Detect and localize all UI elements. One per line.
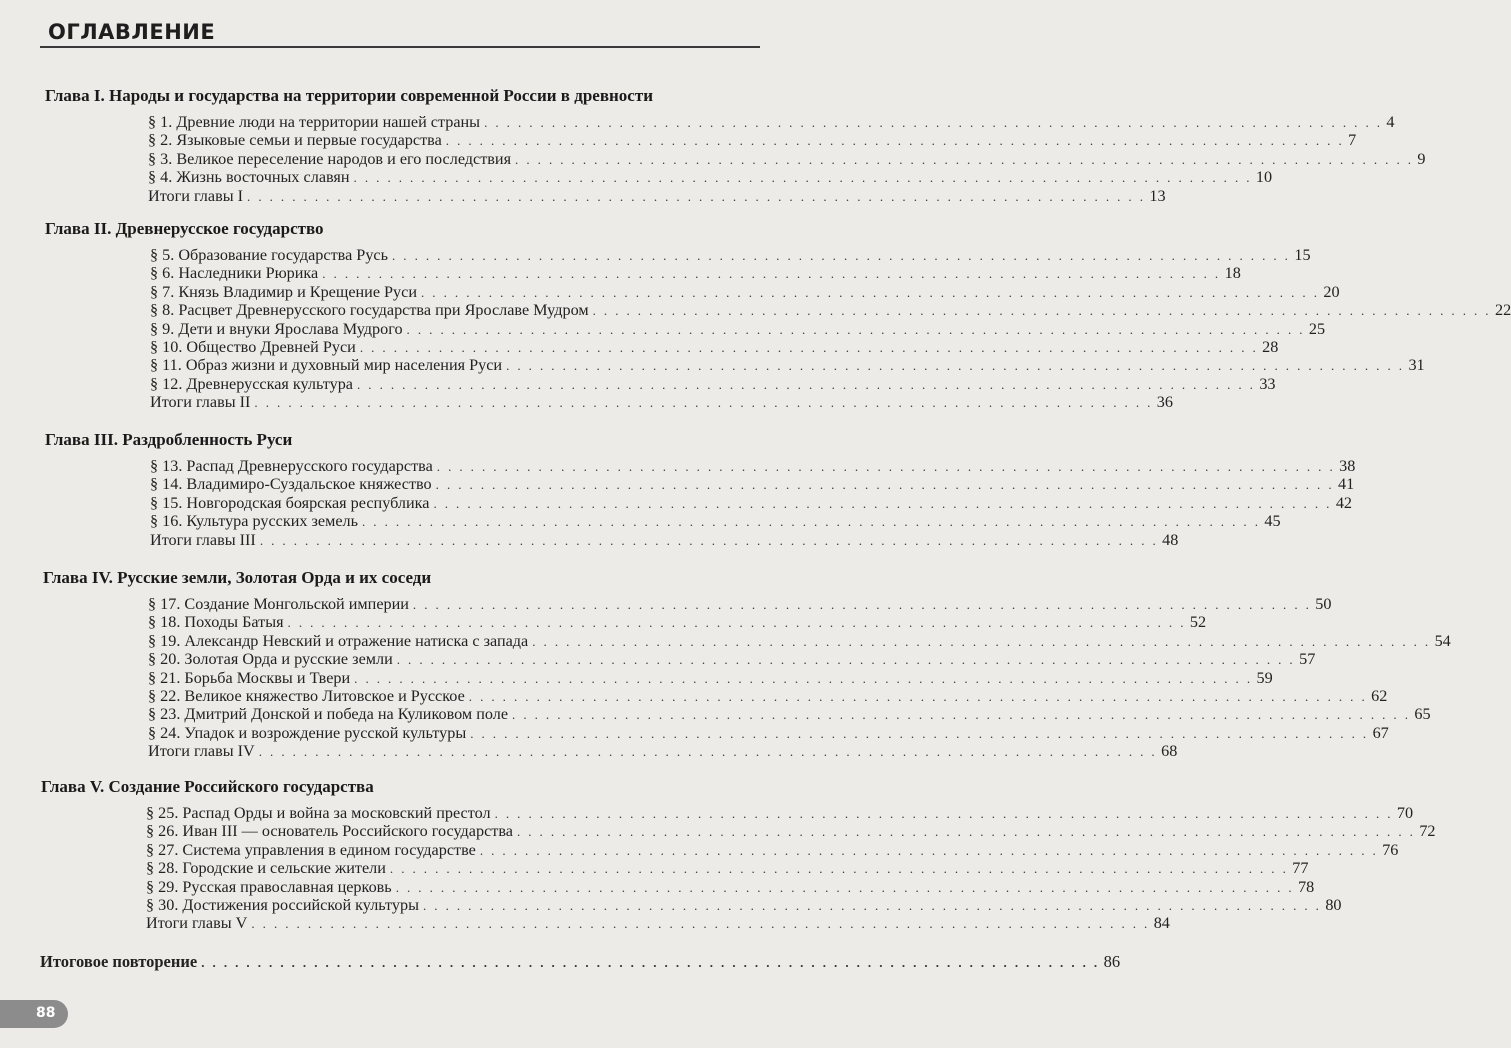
toc-entry	[148, 705, 1431, 724]
entry-page: 59	[1256, 668, 1273, 687]
chapter-title: Глава I. Народы и государства на территории современной России в древности	[45, 86, 653, 105]
dot-leader: . . . . . . . . . . . . . . . . . . . . . . . . . . . . . . . . . . . . . . . . . . . . . . . . . . . . . . . . . . . . . . . . . . . . . . . . . . . . . . . .	[422, 897, 1322, 913]
toc-entry	[150, 493, 1352, 512]
entry-page: 13	[1149, 186, 1166, 205]
entry-page: 31	[1408, 356, 1425, 375]
toc-entry	[150, 356, 1425, 375]
entry-page: 67	[1372, 723, 1389, 742]
toc-entry	[150, 374, 1276, 393]
dot-leader: . . . . . . . . . . . . . . . . . . . . . . . . . . . . . . . . . . . . . . . . . . . . . . . . . . . . . . . . . . . . . . . . . . . . . . . . . . . . . . . .	[353, 170, 1252, 186]
dot-leader: . . . . . . . . . . . . . . . . . . . . . . . . . . . . . . . . . . . . . . . . . . . . . . . . . . . . . . . . . . . . . . . . . . . . . . . . . . . . . . . .	[479, 842, 1379, 858]
page-title: ОГЛАВЛЕНИЕ	[48, 20, 216, 44]
toc-entry	[150, 512, 1281, 531]
entry-page: 10	[1255, 168, 1273, 187]
toc-entry	[150, 475, 1355, 494]
dot-leader: . . . . . . . . . . . . . . . . . . . . . . . . . . . . . . . . . . . . . . . . . . . . . . . . . . . . . . . . . . . . . . . . . . . . . . . . . . . . . . . .	[445, 133, 1345, 149]
entry-label: § 22. Великое княжество Литовское и Русское	[148, 686, 465, 705]
entry-page: 54	[1434, 631, 1451, 650]
dot-leader: . . . . . . . . . . . . . . . . . . . . . . . . . . . . . . . . . . . . . . . . . . . . . . . . . . . . . . . . . . . . . . . . . . . . . . . . . . . . . . . .	[259, 532, 1159, 548]
entry-label: § 27. Система управления в едином государстве	[146, 840, 476, 859]
chapter-entries	[150, 457, 1356, 549]
dot-leader: . . . . . . . . . . . . . . . . . . . . . . . . . . . . . . . . . . . . . . . . . . . . . . . . . . . . . . . . . . . . . . . . . . . . . . . . . . . . . . . .	[515, 151, 1414, 167]
dot-leader: . . . . . . . . . . . . . . . . . . . . . . . . . . . . . . . . . . . . . . . . . . . . . . . . . . . . . . . . . . . . . . . . . . . . . . . . . . . . . . . .	[396, 652, 1296, 668]
final-review-entry	[40, 952, 1121, 972]
entry-page: 15	[1294, 246, 1311, 264]
dot-leader: . . . . . . . . . . . . . . . . . . . . . . . . . . . . . . . . . . . . . . . . . . . . . . . . . . . . . . . . . . . . . . . . . . . . . . . . . . . . . . . .	[201, 955, 1100, 970]
dot-leader: . . . . . . . . . . . . . . . . . . . . . . . . . . . . . . . . . . . . . . . . . . . . . . . . . . . . . . . . . . . . . . . . . . . . . . . . . . . . . . . .	[468, 688, 1368, 704]
dot-leader: . . . . . . . . . . . . . . . . . . . . . . . . . . . . . . . . . . . . . . . . . . . . . . . . . . . . . . . . . . . . . . . . . . . . . . . . . . . . . . . .	[470, 725, 1369, 741]
dot-leader: . . . . . . . . . . . . . . . . . . . . . . . . . . . . . . . . . . . . . . . . . . . . . . . . . . . . . . . . . . . . . . . . . . . . . . . . . . . . . . . .	[354, 670, 1253, 686]
entry-label: § 20. Золотая Орда и русские земли	[148, 650, 393, 669]
dot-leader: . . . . . . . . . . . . . . . . . . . . . . . . . . . . . . . . . . . . . . . . . . . . . . . . . . . . . . . . . . . . . . . . . . . . . . . . . . . . . . . .	[506, 358, 1405, 374]
entry-page: 9	[1417, 149, 1426, 168]
entry-page: 28	[1262, 337, 1279, 356]
dot-leader: . . . . . . . . . . . . . . . . . . . . . . . . . . . . . . . . . . . . . . . . . . . . . . . . . . . . . . . . . . . . . . . . . . . . . . . . . . . . . . . .	[356, 376, 1256, 392]
dot-leader: . . . . . . . . . . . . . . . . . . . . . . . . . . . . . . . . . . . . . . . . . . . . . . . . . . . . . . . . . . . . . . . . . . . . . . . . . . . . . . . .	[433, 495, 1332, 511]
dot-leader: . . . . . . . . . . . . . . . . . . . . . . . . . . . . . . . . . . . . . . . . . . . . . . . . . . . . . . . . . . . . . . . . . . . . . . . . . . . . . . . .	[516, 824, 1416, 840]
chapter-entries	[146, 804, 1436, 933]
entry-page: 33	[1259, 374, 1276, 393]
toc-entry	[150, 319, 1326, 338]
entry-label: § 21. Борьба Москвы и Твери	[148, 668, 351, 687]
toc-entry	[150, 264, 1241, 283]
entry-page: 78	[1298, 877, 1315, 896]
toc-entry	[150, 393, 1173, 412]
toc-entry	[146, 804, 1414, 822]
dot-leader: . . . . . . . . . . . . . . . . . . . . . . . . . . . . . . . . . . . . . . . . . . . . . . . . . . . . . . . . . . . . . . . . . . . . . . . . . . . . . . . .	[258, 744, 1158, 760]
toc-entry	[148, 149, 1426, 168]
entry-label: § 23. Дмитрий Донской и победа на Куликовом поле	[148, 705, 509, 724]
toc-entry	[150, 530, 1179, 549]
entry-page: 18	[1224, 264, 1241, 283]
toc-entry	[150, 282, 1340, 301]
entry-label: § 3. Великое переселение народов и его последствия	[148, 149, 512, 168]
entry-label: § 14. Владимиро-Суздальское княжество	[150, 475, 432, 494]
entry-label: § 2. Языковые семьи и первые государства	[148, 131, 442, 150]
entry-page: 77	[1292, 859, 1309, 878]
dot-leader: . . . . . . . . . . . . . . . . . . . . . . . . . . . . . . . . . . . . . . . . . . . . . . . . . . . . . . . . . . . . . . . . . . . . . . . . . . . . . . . .	[436, 459, 1336, 474]
chapter-title: Глава III. Раздробленность Руси	[45, 430, 293, 449]
entry-label: Итоги главы III	[150, 530, 256, 549]
entry-page: 50	[1315, 595, 1332, 613]
toc-entry	[148, 186, 1166, 205]
entry-page: 42	[1335, 493, 1352, 512]
toc-entry	[148, 168, 1273, 187]
toc-entry	[148, 613, 1207, 632]
toc-entry	[148, 631, 1451, 650]
toc-entry	[148, 113, 1395, 131]
entry-page: 45	[1264, 512, 1281, 531]
entry-page: 7	[1348, 131, 1357, 150]
toc-entry	[150, 301, 1511, 320]
toc-entry	[150, 246, 1311, 264]
chapter-title: Глава II. Древнерусское государство	[45, 219, 324, 238]
chapter-entries	[148, 595, 1451, 761]
toc-entry	[150, 337, 1279, 356]
entry-label: § 12. Древнерусская культура	[150, 374, 353, 393]
entry-label: § 26. Иван III — основатель Российского государства	[146, 822, 513, 841]
chapter-title: Глава V. Создание Российского государства	[41, 777, 374, 796]
entry-label: Итоги главы II	[150, 393, 251, 412]
toc-entry	[146, 877, 1315, 896]
dot-leader: . . . . . . . . . . . . . . . . . . . . . . . . . . . . . . . . . . . . . . . . . . . . . . . . . . . . . . . . . . . . . . . . . . . . . . . . . . . . . . . .	[251, 916, 1150, 932]
toc-entry	[148, 131, 1357, 150]
dot-leader: . . . . . . . . . . . . . . . . . . . . . . . . . . . . . . . . . . . . . . . . . . . . . . . . . . . . . . . . . . . . . . . . . . . . . . . . . . . . . . . .	[406, 321, 1305, 337]
toc-entry	[148, 650, 1316, 669]
toc-entry	[146, 895, 1342, 914]
entry-label: § 30. Достижения российской культуры	[146, 895, 419, 914]
entry-page: 80	[1325, 895, 1342, 914]
dot-leader: . . . . . . . . . . . . . . . . . . . . . . . . . . . . . . . . . . . . . . . . . . . . . . . . . . . . . . . . . . . . . . . . . . . . . . . . . . . . . . . .	[359, 339, 1259, 355]
entry-label: § 15. Новгородская боярская республика	[150, 493, 430, 512]
entry-page: 36	[1156, 393, 1173, 412]
page-number-badge	[0, 1000, 68, 1028]
entry-page: 68	[1161, 742, 1178, 761]
entry-page: 52	[1189, 613, 1207, 632]
entry-page: 25	[1308, 319, 1326, 338]
entry-label: § 9. Дети и внуки Ярослава Мудрого	[150, 319, 403, 338]
entry-label: Итоги главы I	[148, 186, 244, 205]
entry-label: Итоги главы V	[146, 914, 248, 933]
entry-label: § 6. Наследники Рюрика	[150, 264, 319, 283]
dot-leader: . . . . . . . . . . . . . . . . . . . . . . . . . . . . . . . . . . . . . . . . . . . . . . . . . . . . . . . . . . . . . . . . . . . . . . . . . . . . . . . .	[512, 707, 1411, 723]
dot-leader: . . . . . . . . . . . . . . . . . . . . . . . . . . . . . . . . . . . . . . . . . . . . . . . . . . . . . . . . . . . . . . . . . . . . . . . . . . . . . . . .	[254, 395, 1153, 411]
toc-entry	[146, 859, 1309, 878]
page-number: 88	[36, 1005, 56, 1021]
entry-label: § 16. Культура русских земель	[150, 512, 358, 531]
entry-page: 84	[1153, 914, 1170, 933]
entry-page: 62	[1371, 686, 1388, 705]
dot-leader: . . . . . . . . . . . . . . . . . . . . . . . . . . . . . . . . . . . . . . . . . . . . . . . . . . . . . . . . . . . . . . . . . . . . . . . . . . . . . . . .	[435, 477, 1335, 493]
chapter-title: Глава IV. Русские земли, Золотая Орда и их соседи	[43, 568, 432, 587]
dot-leader: . . . . . . . . . . . . . . . . . . . . . . . . . . . . . . . . . . . . . . . . . . . . . . . . . . . . . . . . . . . . . . . . . . . . . . . . . . . . . . . .	[532, 633, 1431, 649]
entry-label: § 1. Древние люди на территории нашей страны	[148, 113, 481, 131]
dot-leader: . . . . . . . . . . . . . . . . . . . . . . . . . . . . . . . . . . . . . . . . . . . . . . . . . . . . . . . . . . . . . . . . . . . . . . . . . . . . . . . .	[322, 266, 1221, 282]
entry-label: § 11. Образ жизни и духовный мир населения Руси	[150, 356, 503, 375]
toc-entry	[40, 952, 1121, 972]
dot-leader: . . . . . . . . . . . . . . . . . . . . . . . . . . . . . . . . . . . . . . . . . . . . . . . . . . . . . . . . . . . . . . . . . . . . . . . . . . . . . . . .	[247, 188, 1146, 204]
final-review-page: 86	[1103, 952, 1121, 971]
entry-page: 48	[1162, 530, 1179, 549]
entry-label: § 7. Князь Владимир и Крещение Руси	[150, 282, 417, 301]
toc-entry	[148, 686, 1388, 705]
entry-page: 41	[1338, 475, 1355, 494]
entry-label: § 17. Создание Монгольской империи	[148, 595, 409, 613]
entry-label: § 8. Расцвет Древнерусского государства при Ярославе Мудром	[150, 301, 589, 320]
entry-label: § 25. Распад Орды и война за московский престол	[146, 804, 491, 822]
entry-page: 20	[1323, 282, 1340, 301]
entry-page: 4	[1386, 113, 1395, 131]
chapter-entries	[150, 246, 1511, 412]
toc-entry	[146, 822, 1436, 841]
entry-label: § 24. Упадок и возрождение русской культуры	[148, 723, 467, 742]
toc-entry	[148, 723, 1389, 742]
entry-label: § 19. Александр Невский и отражение натиска с запада	[148, 631, 529, 650]
entry-label: § 10. Общество Древней Руси	[150, 337, 356, 356]
toc-entry	[148, 742, 1178, 761]
entry-page: 57	[1299, 650, 1316, 669]
entry-page: 76	[1382, 840, 1399, 859]
entry-page: 38	[1339, 457, 1356, 475]
dot-leader: . . . . . . . . . . . . . . . . . . . . . . . . . . . . . . . . . . . . . . . . . . . . . . . . . . . . . . . . . . . . . . . . . . . . . . . . . . . . . . . .	[395, 879, 1295, 895]
dot-leader: . . . . . . . . . . . . . . . . . . . . . . . . . . . . . . . . . . . . . . . . . . . . . . . . . . . . . . . . . . . . . . . . . . . . . . . . . . . . . . . .	[391, 248, 1291, 263]
dot-leader: . . . . . . . . . . . . . . . . . . . . . . . . . . . . . . . . . . . . . . . . . . . . . . . . . . . . . . . . . . . . . . . . . . . . . . . . . . . . . . . .	[412, 597, 1312, 612]
entry-page: 65	[1414, 705, 1431, 724]
entry-label: § 28. Городские и сельские жители	[146, 859, 386, 878]
toc-entry	[150, 457, 1356, 475]
toc-entry	[148, 668, 1273, 687]
dot-leader: . . . . . . . . . . . . . . . . . . . . . . . . . . . . . . . . . . . . . . . . . . . . . . . . . . . . . . . . . . . . . . . . . . . . . . . . . . . . . . . .	[287, 615, 1186, 631]
dot-leader: . . . . . . . . . . . . . . . . . . . . . . . . . . . . . . . . . . . . . . . . . . . . . . . . . . . . . . . . . . . . . . . . . . . . . . . . . . . . . . . .	[592, 303, 1491, 319]
dot-leader: . . . . . . . . . . . . . . . . . . . . . . . . . . . . . . . . . . . . . . . . . . . . . . . . . . . . . . . . . . . . . . . . . . . . . . . . . . . . . . . .	[484, 115, 1383, 130]
toc-entry	[146, 914, 1170, 933]
entry-page: 70	[1396, 804, 1414, 822]
dot-leader: . . . . . . . . . . . . . . . . . . . . . . . . . . . . . . . . . . . . . . . . . . . . . . . . . . . . . . . . . . . . . . . . . . . . . . . . . . . . . . . .	[362, 514, 1261, 530]
entry-page: 72	[1419, 822, 1436, 841]
entry-label: Итоги главы IV	[148, 742, 255, 761]
entry-label: § 5. Образование государства Русь	[150, 246, 388, 264]
final-review-label: Итоговое повторение	[40, 952, 198, 971]
toc-entry	[146, 840, 1399, 859]
entry-label: § 18. Походы Батыя	[148, 613, 284, 632]
entry-label: § 4. Жизнь восточных славян	[148, 168, 350, 187]
entry-label: § 29. Русская православная церковь	[146, 877, 392, 896]
dot-leader: . . . . . . . . . . . . . . . . . . . . . . . . . . . . . . . . . . . . . . . . . . . . . . . . . . . . . . . . . . . . . . . . . . . . . . . . . . . . . . . .	[494, 806, 1393, 821]
chapter-entries	[148, 113, 1426, 205]
dot-leader: . . . . . . . . . . . . . . . . . . . . . . . . . . . . . . . . . . . . . . . . . . . . . . . . . . . . . . . . . . . . . . . . . . . . . . . . . . . . . . . .	[421, 284, 1320, 300]
entry-label: § 13. Распад Древнерусского государства	[150, 457, 433, 475]
dot-leader: . . . . . . . . . . . . . . . . . . . . . . . . . . . . . . . . . . . . . . . . . . . . . . . . . . . . . . . . . . . . . . . . . . . . . . . . . . . . . . . .	[389, 861, 1289, 877]
toc-entry	[148, 595, 1332, 613]
entry-page: 22	[1494, 301, 1511, 320]
